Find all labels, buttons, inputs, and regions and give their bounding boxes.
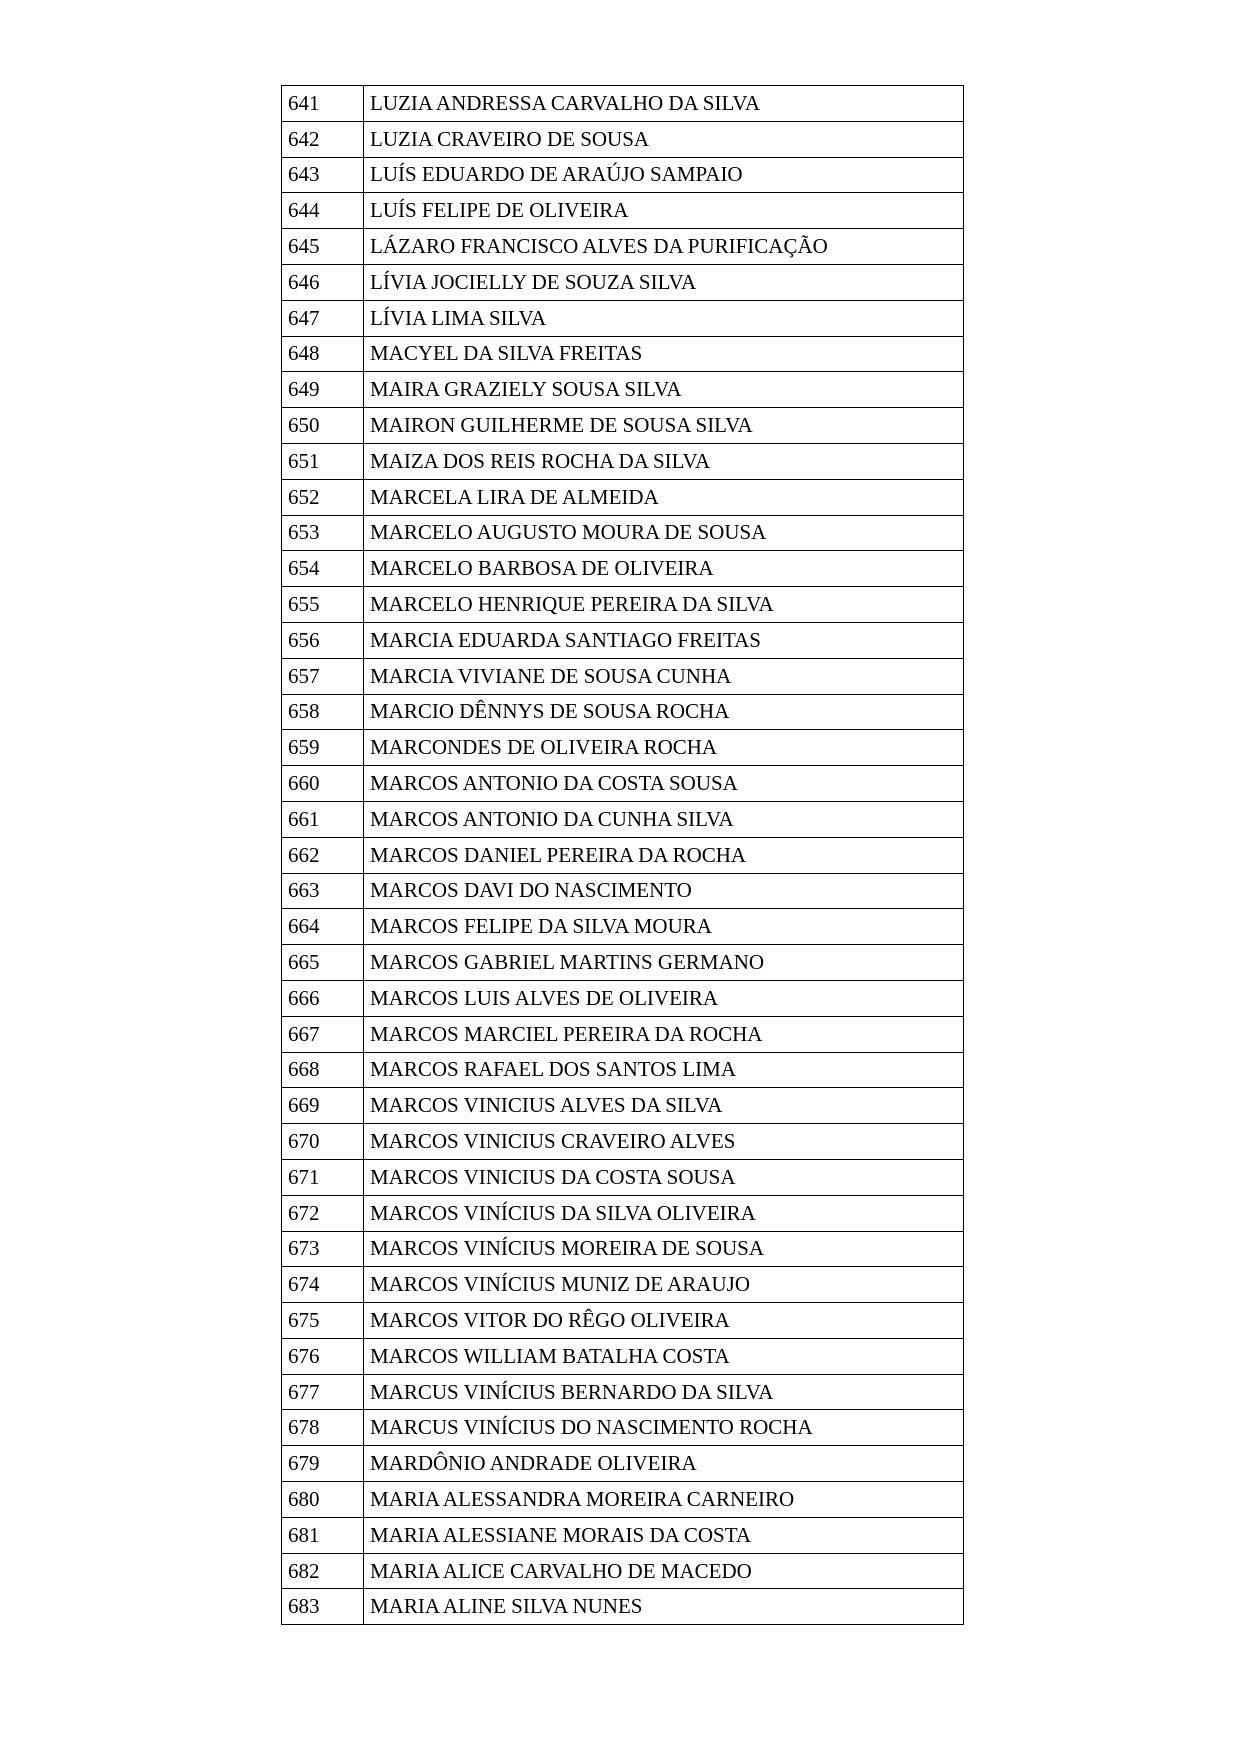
row-number: 683	[282, 1589, 364, 1625]
table-row	[282, 909, 964, 945]
table-row	[282, 479, 964, 515]
row-name: MARCELA LIRA DE ALMEIDA	[364, 479, 964, 515]
row-number: 674	[282, 1267, 364, 1303]
row-name: MAIRA GRAZIELY SOUSA SILVA	[364, 372, 964, 408]
row-name: MARCOS GABRIEL MARTINS GERMANO	[364, 945, 964, 981]
row-name: MARCIA VIVIANE DE SOUSA CUNHA	[364, 658, 964, 694]
table-row	[282, 1589, 964, 1625]
row-name: MARCOS VITOR DO RÊGO OLIVEIRA	[364, 1303, 964, 1339]
table-row	[282, 980, 964, 1016]
table-row	[282, 622, 964, 658]
table-row	[282, 264, 964, 300]
row-number: 660	[282, 766, 364, 802]
row-number: 645	[282, 229, 364, 265]
row-name: MARCOS VINÍCIUS MOREIRA DE SOUSA	[364, 1231, 964, 1267]
table-row	[282, 121, 964, 157]
row-name: MARCOS VINICIUS ALVES DA SILVA	[364, 1088, 964, 1124]
row-number: 659	[282, 730, 364, 766]
row-name: MARCOS FELIPE DA SILVA MOURA	[364, 909, 964, 945]
row-number: 677	[282, 1374, 364, 1410]
table-row	[282, 1303, 964, 1339]
row-name: MARCELO AUGUSTO MOURA DE SOUSA	[364, 515, 964, 551]
row-number: 676	[282, 1338, 364, 1374]
table-row	[282, 1553, 964, 1589]
row-number: 666	[282, 980, 364, 1016]
row-name: MARCOS VINICIUS CRAVEIRO ALVES	[364, 1124, 964, 1160]
row-number: 642	[282, 121, 364, 157]
row-number: 641	[282, 86, 364, 122]
row-number: 661	[282, 801, 364, 837]
row-name: MARCOS ANTONIO DA CUNHA SILVA	[364, 801, 964, 837]
table-row	[282, 587, 964, 623]
row-name: MARIA ALESSANDRA MOREIRA CARNEIRO	[364, 1482, 964, 1518]
row-name: LUÍS EDUARDO DE ARAÚJO SAMPAIO	[364, 157, 964, 193]
row-name: MARCOS RAFAEL DOS SANTOS LIMA	[364, 1052, 964, 1088]
row-number: 672	[282, 1195, 364, 1231]
row-name: MARCONDES DE OLIVEIRA ROCHA	[364, 730, 964, 766]
table-row	[282, 801, 964, 837]
row-name: MARCIO DÊNNYS DE SOUSA ROCHA	[364, 694, 964, 730]
table-row	[282, 658, 964, 694]
row-number: 653	[282, 515, 364, 551]
row-name: MARCELO HENRIQUE PEREIRA DA SILVA	[364, 587, 964, 623]
row-number: 648	[282, 336, 364, 372]
row-name: LUZIA ANDRESSA CARVALHO DA SILVA	[364, 86, 964, 122]
table-row	[282, 837, 964, 873]
row-number: 673	[282, 1231, 364, 1267]
row-number: 649	[282, 372, 364, 408]
row-number: 657	[282, 658, 364, 694]
row-name: MARCUS VINÍCIUS BERNARDO DA SILVA	[364, 1374, 964, 1410]
table-row	[282, 730, 964, 766]
row-name: MARCOS VINÍCIUS DA SILVA OLIVEIRA	[364, 1195, 964, 1231]
table-row	[282, 372, 964, 408]
table-row	[282, 443, 964, 479]
row-name: MARDÔNIO ANDRADE OLIVEIRA	[364, 1446, 964, 1482]
row-name: MARIA ALINE SILVA NUNES	[364, 1589, 964, 1625]
names-table-body	[282, 86, 964, 1625]
row-number: 682	[282, 1553, 364, 1589]
row-number: 669	[282, 1088, 364, 1124]
table-row	[282, 1338, 964, 1374]
row-number: 658	[282, 694, 364, 730]
row-number: 679	[282, 1446, 364, 1482]
row-number: 680	[282, 1482, 364, 1518]
row-name: MARCOS WILLIAM BATALHA COSTA	[364, 1338, 964, 1374]
row-name: MARCOS VINICIUS DA COSTA SOUSA	[364, 1159, 964, 1195]
row-name: MARCIA EDUARDA SANTIAGO FREITAS	[364, 622, 964, 658]
row-number: 667	[282, 1016, 364, 1052]
row-number: 664	[282, 909, 364, 945]
row-number: 656	[282, 622, 364, 658]
table-row	[282, 1231, 964, 1267]
table-row	[282, 766, 964, 802]
row-name: MARCOS DANIEL PEREIRA DA ROCHA	[364, 837, 964, 873]
table-row	[282, 1446, 964, 1482]
row-number: 681	[282, 1517, 364, 1553]
table-row	[282, 1267, 964, 1303]
row-number: 678	[282, 1410, 364, 1446]
table-row	[282, 1517, 964, 1553]
table-row	[282, 1052, 964, 1088]
row-name: MARCOS DAVI DO NASCIMENTO	[364, 873, 964, 909]
row-name: MARIA ALESSIANE MORAIS DA COSTA	[364, 1517, 964, 1553]
table-row	[282, 945, 964, 981]
table-row	[282, 1016, 964, 1052]
row-name: MAIZA DOS REIS ROCHA DA SILVA	[364, 443, 964, 479]
row-number: 643	[282, 157, 364, 193]
row-name: MARCUS VINÍCIUS DO NASCIMENTO ROCHA	[364, 1410, 964, 1446]
table-row	[282, 1374, 964, 1410]
table-row	[282, 873, 964, 909]
table-row	[282, 157, 964, 193]
row-name: MARCOS VINÍCIUS MUNIZ DE ARAUJO	[364, 1267, 964, 1303]
row-number: 663	[282, 873, 364, 909]
row-number: 647	[282, 300, 364, 336]
row-name: MAIRON GUILHERME DE SOUSA SILVA	[364, 408, 964, 444]
table-row	[282, 515, 964, 551]
table-row	[282, 408, 964, 444]
row-number: 675	[282, 1303, 364, 1339]
row-number: 646	[282, 264, 364, 300]
row-name: LUÍS FELIPE DE OLIVEIRA	[364, 193, 964, 229]
table-row	[282, 1482, 964, 1518]
row-number: 655	[282, 587, 364, 623]
names-table	[281, 85, 964, 1625]
row-name: LUZIA CRAVEIRO DE SOUSA	[364, 121, 964, 157]
row-name: MARCOS ANTONIO DA COSTA SOUSA	[364, 766, 964, 802]
row-number: 670	[282, 1124, 364, 1160]
table-row	[282, 1410, 964, 1446]
table-row	[282, 1124, 964, 1160]
row-number: 654	[282, 551, 364, 587]
table-row	[282, 1159, 964, 1195]
table-row	[282, 193, 964, 229]
table-row	[282, 300, 964, 336]
table-row	[282, 694, 964, 730]
row-name: LÍVIA JOCIELLY DE SOUZA SILVA	[364, 264, 964, 300]
row-number: 652	[282, 479, 364, 515]
row-name: LÁZARO FRANCISCO ALVES DA PURIFICAÇÃO	[364, 229, 964, 265]
row-name: MARIA ALICE CARVALHO DE MACEDO	[364, 1553, 964, 1589]
row-name: MARCELO BARBOSA DE OLIVEIRA	[364, 551, 964, 587]
table-row	[282, 229, 964, 265]
row-number: 650	[282, 408, 364, 444]
row-number: 651	[282, 443, 364, 479]
row-name: MACYEL DA SILVA FREITAS	[364, 336, 964, 372]
row-number: 665	[282, 945, 364, 981]
table-row	[282, 1195, 964, 1231]
table-row	[282, 86, 964, 122]
row-number: 662	[282, 837, 364, 873]
table-row	[282, 551, 964, 587]
row-number: 668	[282, 1052, 364, 1088]
row-name: MARCOS LUIS ALVES DE OLIVEIRA	[364, 980, 964, 1016]
row-number: 644	[282, 193, 364, 229]
row-name: MARCOS MARCIEL PEREIRA DA ROCHA	[364, 1016, 964, 1052]
row-name: LÍVIA LIMA SILVA	[364, 300, 964, 336]
table-row	[282, 336, 964, 372]
row-number: 671	[282, 1159, 364, 1195]
table-row	[282, 1088, 964, 1124]
